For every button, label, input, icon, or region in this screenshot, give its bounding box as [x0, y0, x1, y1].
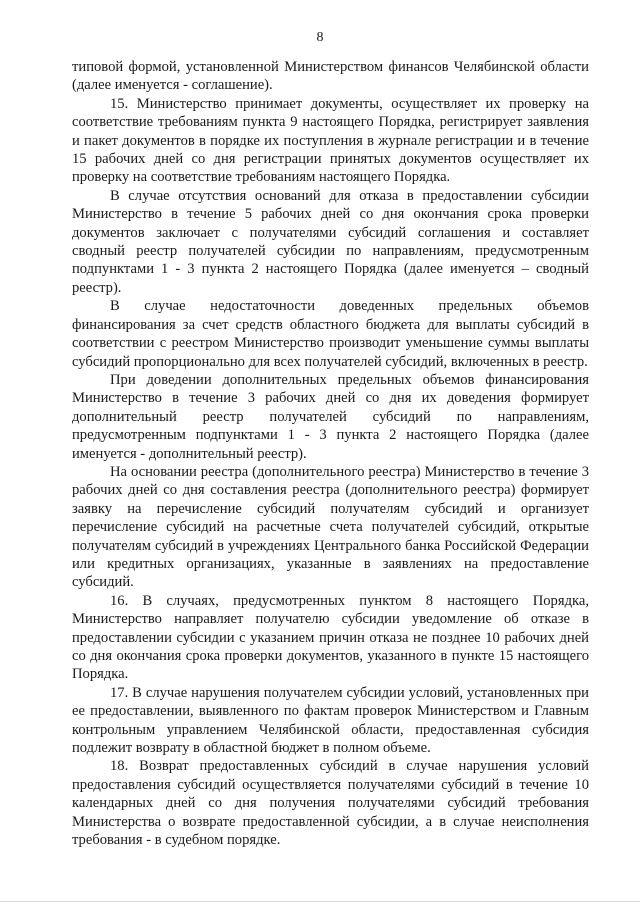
paragraph-continuation: типовой формой, установленной Министерством финансов Челябинской области (далее именуется - соглашение). [72, 59, 589, 94]
paragraph-insufficient-funding: В случае недостаточности доведенных предельных объемов финансирования за счет средств областного бюджета для выплаты субсидий в соответствии с реестром Министерство производит уменьшение суммы выплаты субсидий пропорционально для всех получателей субсидий, включенных в реестр. [72, 298, 589, 370]
page-edge-divider [0, 901, 640, 902]
page-number: 8 [316, 30, 324, 45]
paragraph-additional-funding: При доведении дополнительных предельных объемов финансирования Министерство в течение 3 рабочих дней со дня их доведения формирует дополнительный реестр получателей субсидий по направлениям, предусмотренным подпунктами 1 - 3 пункта 2 настоящего Порядка (далее именуется - дополнительный реестр). [72, 371, 589, 462]
paragraph-16: 16. В случаях, предусмотренных пунктом 8 настоящего Порядка, Министерство направляет получателю субсидии уведомление об отказе в предоставлении субсидии с указанием причин отказа не позднее 10 рабочих дней со дня окончания срока проверки документов, указанного в пункте 15 настоящего Порядка. [72, 592, 589, 683]
paragraph-17: 17. В случае нарушения получателем субсидии условий, установленных при ее предоставлении, выявленного по фактам проверок Министерством и Главным контрольным управлением Челябинской области, предоставленная субсидия подлежит возврату в областной бюджет в полном объеме. [72, 684, 589, 757]
paragraph-15: 15. Министерство принимает документы, осуществляет их проверку на соответствие требованиям пункта 9 настоящего Порядка, регистрирует заявления и пакет документов в порядке их поступления в журнале регистрации и в течение 15 рабочих дней со дня регистрации принятых документов осуществляет их проверку на соответствие требованиям настоящего Порядка. [72, 95, 589, 186]
paragraph-18: 18. Возврат предоставленных субсидий в случае нарушения условий предоставления субсидий осуществляется получателями субсидий в течение 10 календарных дней со дня получения получателями субсидий требования Министерства о возврате предоставленной субсидии, а в случае неисполнения требования - в судебном порядке. [72, 758, 589, 849]
paragraph-registry-transfer: На основании реестра (дополнительного реестра) Министерство в течение 3 рабочих дней со дня составления реестра (дополнительного реестра) формирует заявку на перечисление субсидий получателям субсидий и организует перечисление субсидий на расчетные счета получателей субсидий, открытые получателям субсидий в учреждениях Центрального банка Российской Федерации или кредитных организациях, указанные в заявлениях на предоставление субсидий. [72, 463, 589, 591]
paragraph-no-refusal-grounds: В случае отсутствия оснований для отказа в предоставлении субсидии Министерство в течение 5 рабочих дней со дня окончания срока проверки документов заключает с получателями субсидий соглашения и составляет сводный реестр получателей субсидии по направлениям, предусмотренным подпунктами 1 - 3 пункта 2 настоящего Порядка (далее именуется – сводный реестр). [72, 187, 589, 296]
document-body [72, 58, 589, 849]
